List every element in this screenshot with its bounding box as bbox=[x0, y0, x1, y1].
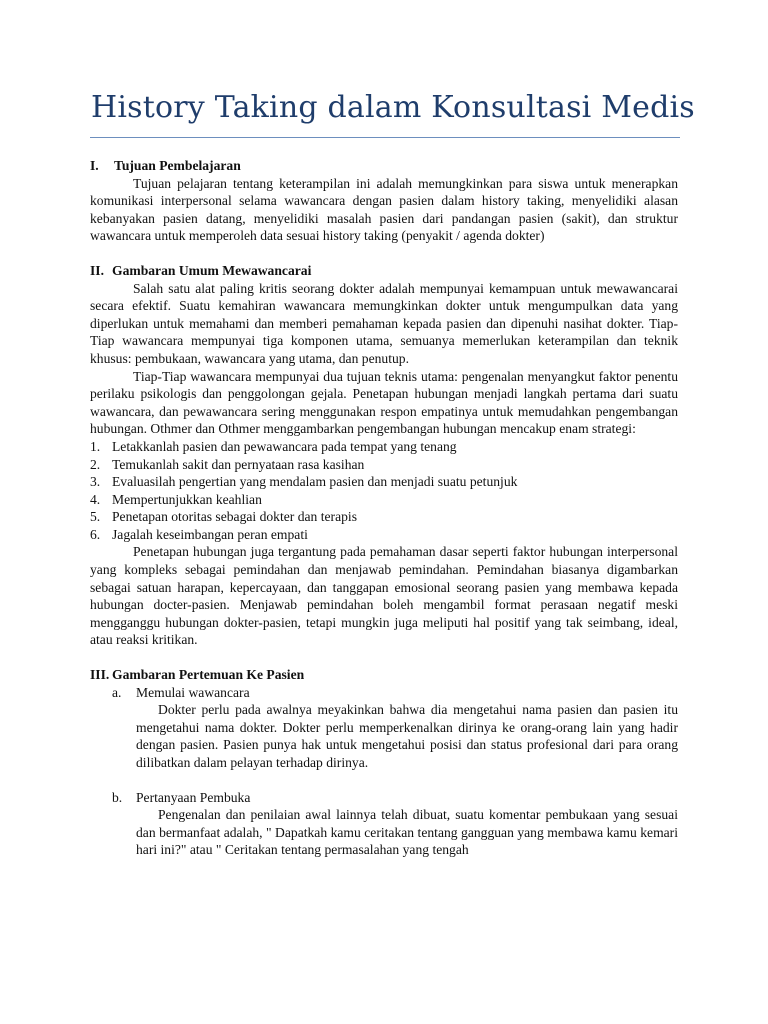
list-item: 3. Evaluasilah pengertian yang mendalam pasien dan menjadi suatu petunjuk bbox=[90, 474, 518, 490]
subsection-a-paragraph: Dokter perlu pada awalnya meyakinkan bahwa dia mengetahui nama pasien dan pasien itu mengetahui nama dokter. Dokter perlu memperkenalkan dirinya ke orang-orang lain yang hadir dengan pasien. Pasien punya hak untuk mengetahui posisi dan status profesional dari para orang dilibatkan dalam pelayan terhadap dirinya. bbox=[136, 702, 678, 770]
strategy-list bbox=[90, 438, 678, 544]
section-title: Tujuan Pembelajaran bbox=[114, 158, 241, 173]
section-2-paragraph-1: Salah satu alat paling kritis seorang dokter adalah mempunyai kemampuan untuk mewawancarai secara efektif. Suatu kemahiran wawancara memungkinkan dokter untuk mengumpulkan data yang diperlukan untuk memahami dan memberi pemahaman kepada pasien dan dipenuhi nasihat dokter. Tiap-Tiap wawancara mempunyai tiga komponen utama, semuanya memerlukan keterampilan dan teknik khusus: pembukaan, wawancara yang utama, dan penutup. bbox=[90, 280, 678, 366]
list-item: 6. Jagalah keseimbangan peran empati bbox=[90, 526, 308, 542]
list-item: 1. Letakkanlah pasien dan pewawancara pada tempat yang tenang bbox=[90, 438, 457, 454]
section-number: II. bbox=[90, 262, 104, 278]
list-item: 2. Temukanlah sakit dan pernyataan rasa kasihan bbox=[90, 456, 365, 472]
title-underline bbox=[90, 137, 680, 138]
subsection-heading: a. Memulai wawancara bbox=[112, 684, 250, 700]
section-number: III. bbox=[90, 667, 110, 683]
subsection-a bbox=[112, 684, 678, 772]
list-item: 5. Penetapan otoritas sebagai dokter dan terapis bbox=[90, 509, 357, 525]
subsection-b-paragraph: Pengenalan dan penilaian awal lainnya telah dibuat, suatu komentar pembukaan yang sesuai dan bermanfaat adalah, " Dapatkah kamu ceritakan tentang gangguan yang membawa kamu kemari hari ini?" atau " Ceritakan tentang permasalahan yang tengah bbox=[136, 807, 678, 858]
subsection-heading: b. Pertanyaan Pembuka bbox=[112, 789, 251, 805]
subsection-b bbox=[112, 789, 678, 859]
section-heading-1 bbox=[90, 157, 678, 175]
section-1-paragraph: Tujuan pelajaran tentang keterampilan ini adalah memungkinkan para siswa untuk menerapkan komunikasi interpersonal selama wawancara dengan pasien dalam history taking, menyelidiki alasan kebanyakan pasien datang, menyelidiki masalah pasien dari pandangan pasien (sakit), dan struktur wawancara untuk memperoleh data sesuai history taking (penyakit / agenda dokter) bbox=[90, 175, 678, 244]
section-title: Gambaran Pertemuan Ke Pasien bbox=[112, 667, 305, 683]
document-title: History Taking dalam Konsultasi Medis bbox=[91, 90, 695, 125]
section-2-paragraph-3: Penetapan hubungan juga tergantung pada pemahaman dasar seperti faktor hubungan interpersonal yang kompleks sebagai pemindahan dan menjawab pemindahan. Pemindahan biasanya digambarkan sebagai satuan harapan, kepercayaan, dan tanggapan emosional seorang pasien yang membawa kepada hubungan docter-pasien. Menjawab pemindahan boleh mengambil format perasaan negatif meski mengganggu hubungan dokter-pasien, tetapi mungkin juga meliputi hal positif yang tak seimbang, ideal, atau reaksi kritikan. bbox=[90, 544, 678, 648]
document-body bbox=[90, 157, 678, 859]
section-heading-3 bbox=[90, 666, 678, 684]
section-2-paragraph-2: Tiap-Tiap wawancara mempunyai dua tujuan teknis utama: pengenalan menyangkut faktor penentu perilaku psikologis dan penggolongan gejala. Penetapan hubungan menjadi langkah pertama dari suatu wawancara, dan pewawancara sering menggunakan respon empatinya untuk memudahkan pengembangan hubungan. Othmer dan Othmer menggambarkan pengembangan hubungan mencakup enam strategi: bbox=[90, 368, 678, 437]
section-number: I. bbox=[90, 158, 99, 173]
section-title: Gambaran Umum Mewawancarai bbox=[112, 262, 312, 278]
section-heading-2 bbox=[90, 262, 678, 280]
list-item: 4. Mempertunjukkan keahlian bbox=[90, 491, 262, 507]
